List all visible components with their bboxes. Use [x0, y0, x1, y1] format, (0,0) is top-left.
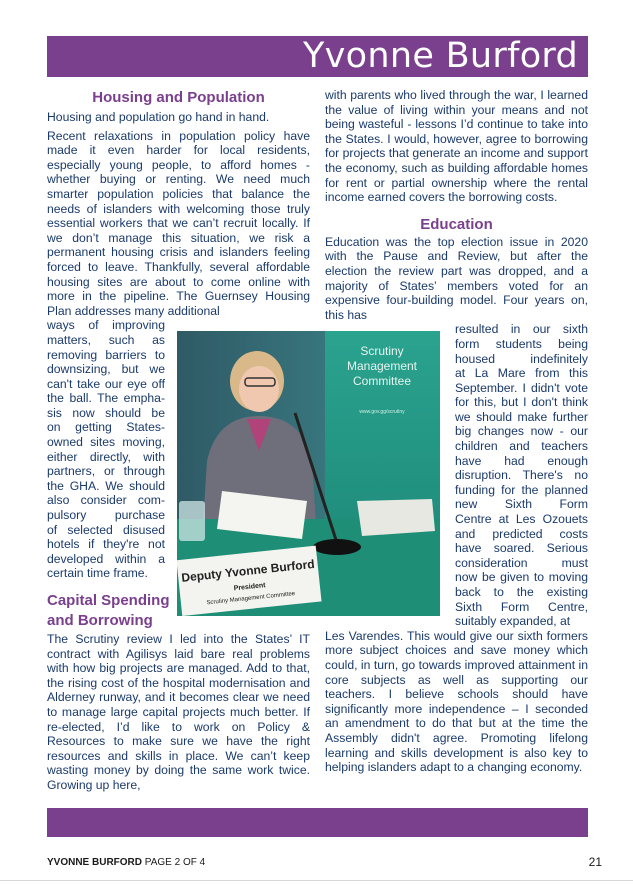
nameplate-name: Deputy Yvonne Burford — [180, 556, 316, 585]
wrap-line: have had enough — [455, 453, 588, 468]
wrap-line: consideration must — [455, 555, 588, 570]
wrap-line: certain time frame. — [47, 566, 148, 581]
wrap-line: developed within a — [47, 551, 165, 566]
photo-illustration — [177, 331, 440, 616]
wrap-line: sis now should be — [47, 405, 165, 420]
nameplate-role: President — [233, 582, 266, 593]
page-number: 21 — [588, 855, 602, 869]
wrap-line: the ball. The empha- — [47, 391, 165, 406]
paragraph: Les Varendes. This would give our sixth formers more subject choices and save money which could, in turn, go towards improved attainment in core subjects as well as supporting our teachers. I believe schools should have significantly more independence – I seconded an amendment to do that but at the time the Assembly didn't agree. Promoting lifelong learning and skills development is also key to helping islanders adapt to a changing economy. — [325, 628, 588, 775]
wrapped-text — [455, 322, 588, 628]
heading-housing: Housing and Population — [92, 89, 265, 106]
heading-line: and Borrowing — [47, 612, 153, 629]
wrap-line: big changes now - our — [455, 424, 588, 439]
wrap-line: at La Mare from this — [455, 366, 588, 381]
bottom-divider — [0, 880, 633, 881]
heading-education: Education — [420, 215, 493, 233]
wrap-line: of selected disused — [47, 522, 165, 537]
wrapped-text — [47, 318, 165, 581]
heading-line: Capital Spending — [47, 592, 170, 609]
wrap-line: also consider com- — [47, 493, 165, 508]
wrap-line: hotels if they're not — [47, 537, 165, 552]
microphone-base — [313, 539, 361, 555]
face — [239, 366, 279, 412]
footer-label — [47, 857, 205, 868]
wrap-line: pulsory purchase — [47, 508, 165, 523]
wrap-line: now be given to moving — [455, 570, 588, 585]
paragraph: with parents who lived through the war, I learned the value of living within your means and not being wasteful - lessons I’d continue to take into the States. I would, however, agree to borrowing for projects that generate an income and support the economy, such as building affordable homes for rent or partial ownership where the rental income earned covers the borrowing costs. — [325, 88, 588, 205]
wrap-line: new Sixth Form — [455, 497, 588, 512]
wrap-line: ways of improving — [47, 318, 165, 333]
wrap-line: partners, or through — [47, 464, 165, 479]
nameplate-committee: Scrutiny Management Committee — [206, 591, 296, 607]
wrap-line: we should make further — [455, 409, 588, 424]
wrap-line: Centre at Les Ozouets — [455, 512, 588, 527]
wrap-line: either directly, with — [47, 449, 165, 464]
photo-yvonne-burford — [177, 331, 440, 616]
banner-text: Scrutiny — [360, 344, 404, 358]
wrap-line: housed indefinitely — [455, 351, 588, 366]
banner-url: www.gov.gg/scrutiny — [359, 409, 405, 415]
wrap-line: and predicted costs — [455, 526, 588, 541]
footer-author: YVONNE BURFORD — [47, 857, 143, 868]
wrap-line: on getting States- — [47, 420, 165, 435]
wrap-line: Sixth Form Centre, — [455, 599, 588, 614]
wrap-line: resulted in our sixth — [455, 322, 588, 337]
footer-banner — [47, 808, 588, 837]
wrap-line: owned sites moving, — [47, 435, 165, 450]
wrap-line: matters, such as — [47, 332, 165, 347]
wrap-line: form students being — [455, 336, 588, 351]
paragraph: The Scrutiny review I led into the States’ IT contract with Agilisys laid bare real problems with how big projects are managed. Add to that, the rising cost of the hospital modernisation and Alderney runway, and it becomes clear we need to manage large capital projects much better. If re-elected, I’d like to work on Policy & Resources to make sure we have the right resources and skills in place. We can’t keep wasting money by doing the same work twice. Growing up here, — [47, 632, 310, 792]
wrap-line: disruption. There's no — [455, 468, 588, 483]
wrap-line: children and teachers — [455, 439, 588, 454]
footer-page-info: PAGE 2 OF 4 — [142, 857, 206, 868]
paragraph: Recent relaxations in population policy have made it even harder for local residents, especially young people, to afford homes - whether buying or renting. We need much smarter population policies that balance the needs of islanders with welcoming those truly essential workers that we can’t recruit locally. If we don’t manage this situation, we risk a permanent housing crisis and islanders feeling forced to leave. Thankfully, several affordable housing sites are about to come online with more in the pipeline. The Guernsey Housing Plan addresses many additional — [47, 128, 310, 318]
wrap-line: for this, but I don't think — [455, 395, 588, 410]
banner-text: Committee — [352, 374, 412, 388]
paragraph: Education was the top election issue in 2020 with the Pause and Review, but after the election the review part was dropped, and a majority of States’ members voted for an expensive four-building model. Four years on, this has — [325, 234, 588, 322]
banner-text: Management — [346, 359, 418, 373]
wrap-line: can't take our eye off — [47, 376, 165, 391]
page-title: Yvonne Burford — [302, 36, 578, 76]
wrap-line: downsizing, but we — [47, 362, 165, 377]
folder — [357, 499, 435, 536]
wrap-line: September. I didn't vote — [455, 380, 588, 395]
wrap-line: back to the existing — [455, 585, 588, 599]
paragraph: Housing and population go hand in hand. — [47, 110, 270, 124]
wrap-line: suitably expanded, at — [455, 614, 571, 629]
wrap-line: have soared. Serious — [455, 541, 588, 556]
wrap-line: removing barriers to — [47, 347, 165, 362]
wrap-line: the GHA. We should — [47, 478, 165, 493]
header-banner — [47, 36, 588, 77]
wrap-line: funding for the planned — [455, 482, 588, 497]
water-glass — [179, 501, 205, 541]
